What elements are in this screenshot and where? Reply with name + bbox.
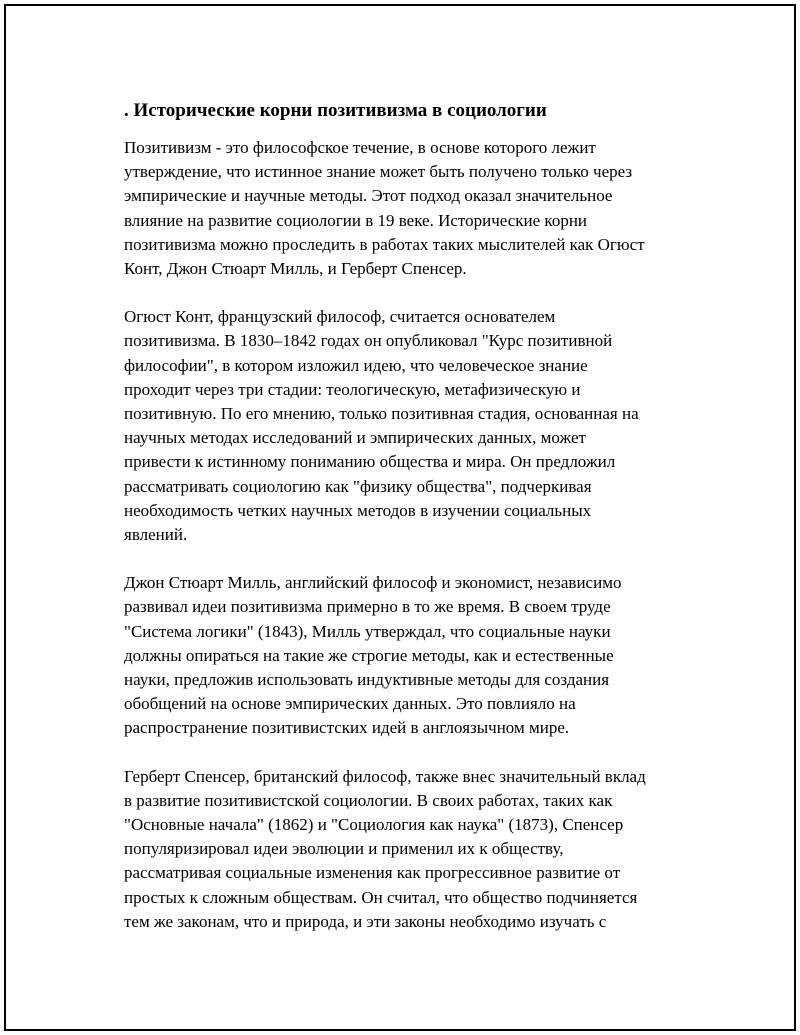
text-line: эмпирические и научные методы. Этот подход оказал значительное <box>124 186 613 206</box>
text-line: позитивизма можно проследить в работах таких мыслителей как Огюст <box>124 234 645 254</box>
text-line: Огюст Конт, французский философ, считается основателем <box>124 307 556 327</box>
text-line: утверждение, что истинное знание может быть получено только через <box>124 162 633 182</box>
text-line: "Основные начала" (1862) и "Социология как наука" (1873), Спенсер <box>124 815 624 835</box>
text-line: явлений. <box>124 525 188 545</box>
paragraph-spencer <box>124 765 698 934</box>
text-line: научных методах исследований и эмпирических данных, может <box>124 428 586 448</box>
text-line: рассматривая социальные изменения как прогрессивное развитие от <box>124 863 621 883</box>
text-line: проходит через три стадии: теологическую, метафизическую и <box>124 379 581 399</box>
text-line: популяризировал идеи эволюции и применил их к обществу, <box>124 839 564 859</box>
paragraph-intro <box>124 136 698 281</box>
text-line: рассматривать социологию как "физику общества", подчеркивая <box>124 476 592 496</box>
text-line: Конт, Джон Стюарт Милль, и Герберт Спенсер. <box>124 259 467 279</box>
text-line: позитивизма. В 1830–1842 годах он опубликовал "Курс позитивной <box>124 331 613 351</box>
text-line: "Система логики" (1843), Милль утверждал, что социальные науки <box>124 621 611 641</box>
text-line: распространение позитивистских идей в англоязычном мире. <box>124 718 570 738</box>
text-line: Джон Стюарт Милль, английский философ и экономист, независимо <box>124 573 622 593</box>
text-line: Позитивизм - это философское течение, в основе которого лежит <box>124 138 596 157</box>
text-line: привести к истинному пониманию общества и мира. Он предложил <box>124 452 616 472</box>
page-frame <box>4 4 796 1031</box>
text-line: влияние на развитие социологии в 19 веке. Исторические корни <box>124 210 588 230</box>
document-body <box>118 98 698 958</box>
text-line: обобщений на основе эмпирических данных. Это повлияло на <box>124 694 576 714</box>
text-line: в развитие позитивистской социологии. В своих работах, таких как <box>124 790 613 810</box>
text-line: позитивную. По его мнению, только позитивная стадия, основанная на <box>124 404 639 424</box>
paragraph-comte <box>124 305 698 547</box>
text-line: Герберт Спенсер, британский философ, также внес значительный вклад <box>124 766 646 786</box>
text-line: должны опираться на такие же строгие методы, как и естественные <box>124 645 614 665</box>
text-line: простых к сложным обществам. Он считал, что общество подчиняется <box>124 887 638 907</box>
text-line: тем же законам, что и природа, и эти законы необходимо изучать с <box>124 911 607 931</box>
section-heading: . Исторические корни позитивизма в социологии <box>124 100 547 121</box>
text-line: развивал идеи позитивизма примерно в то же время. В своем труде <box>124 597 611 617</box>
text-line: науки, предложив использовать индуктивные методы для создания <box>124 670 610 690</box>
text-line: философии", в котором изложил идею, что человеческое знание <box>124 355 588 375</box>
paragraph-mill <box>124 571 698 740</box>
text-line: необходимость четких научных методов в изучении социальных <box>124 500 592 520</box>
